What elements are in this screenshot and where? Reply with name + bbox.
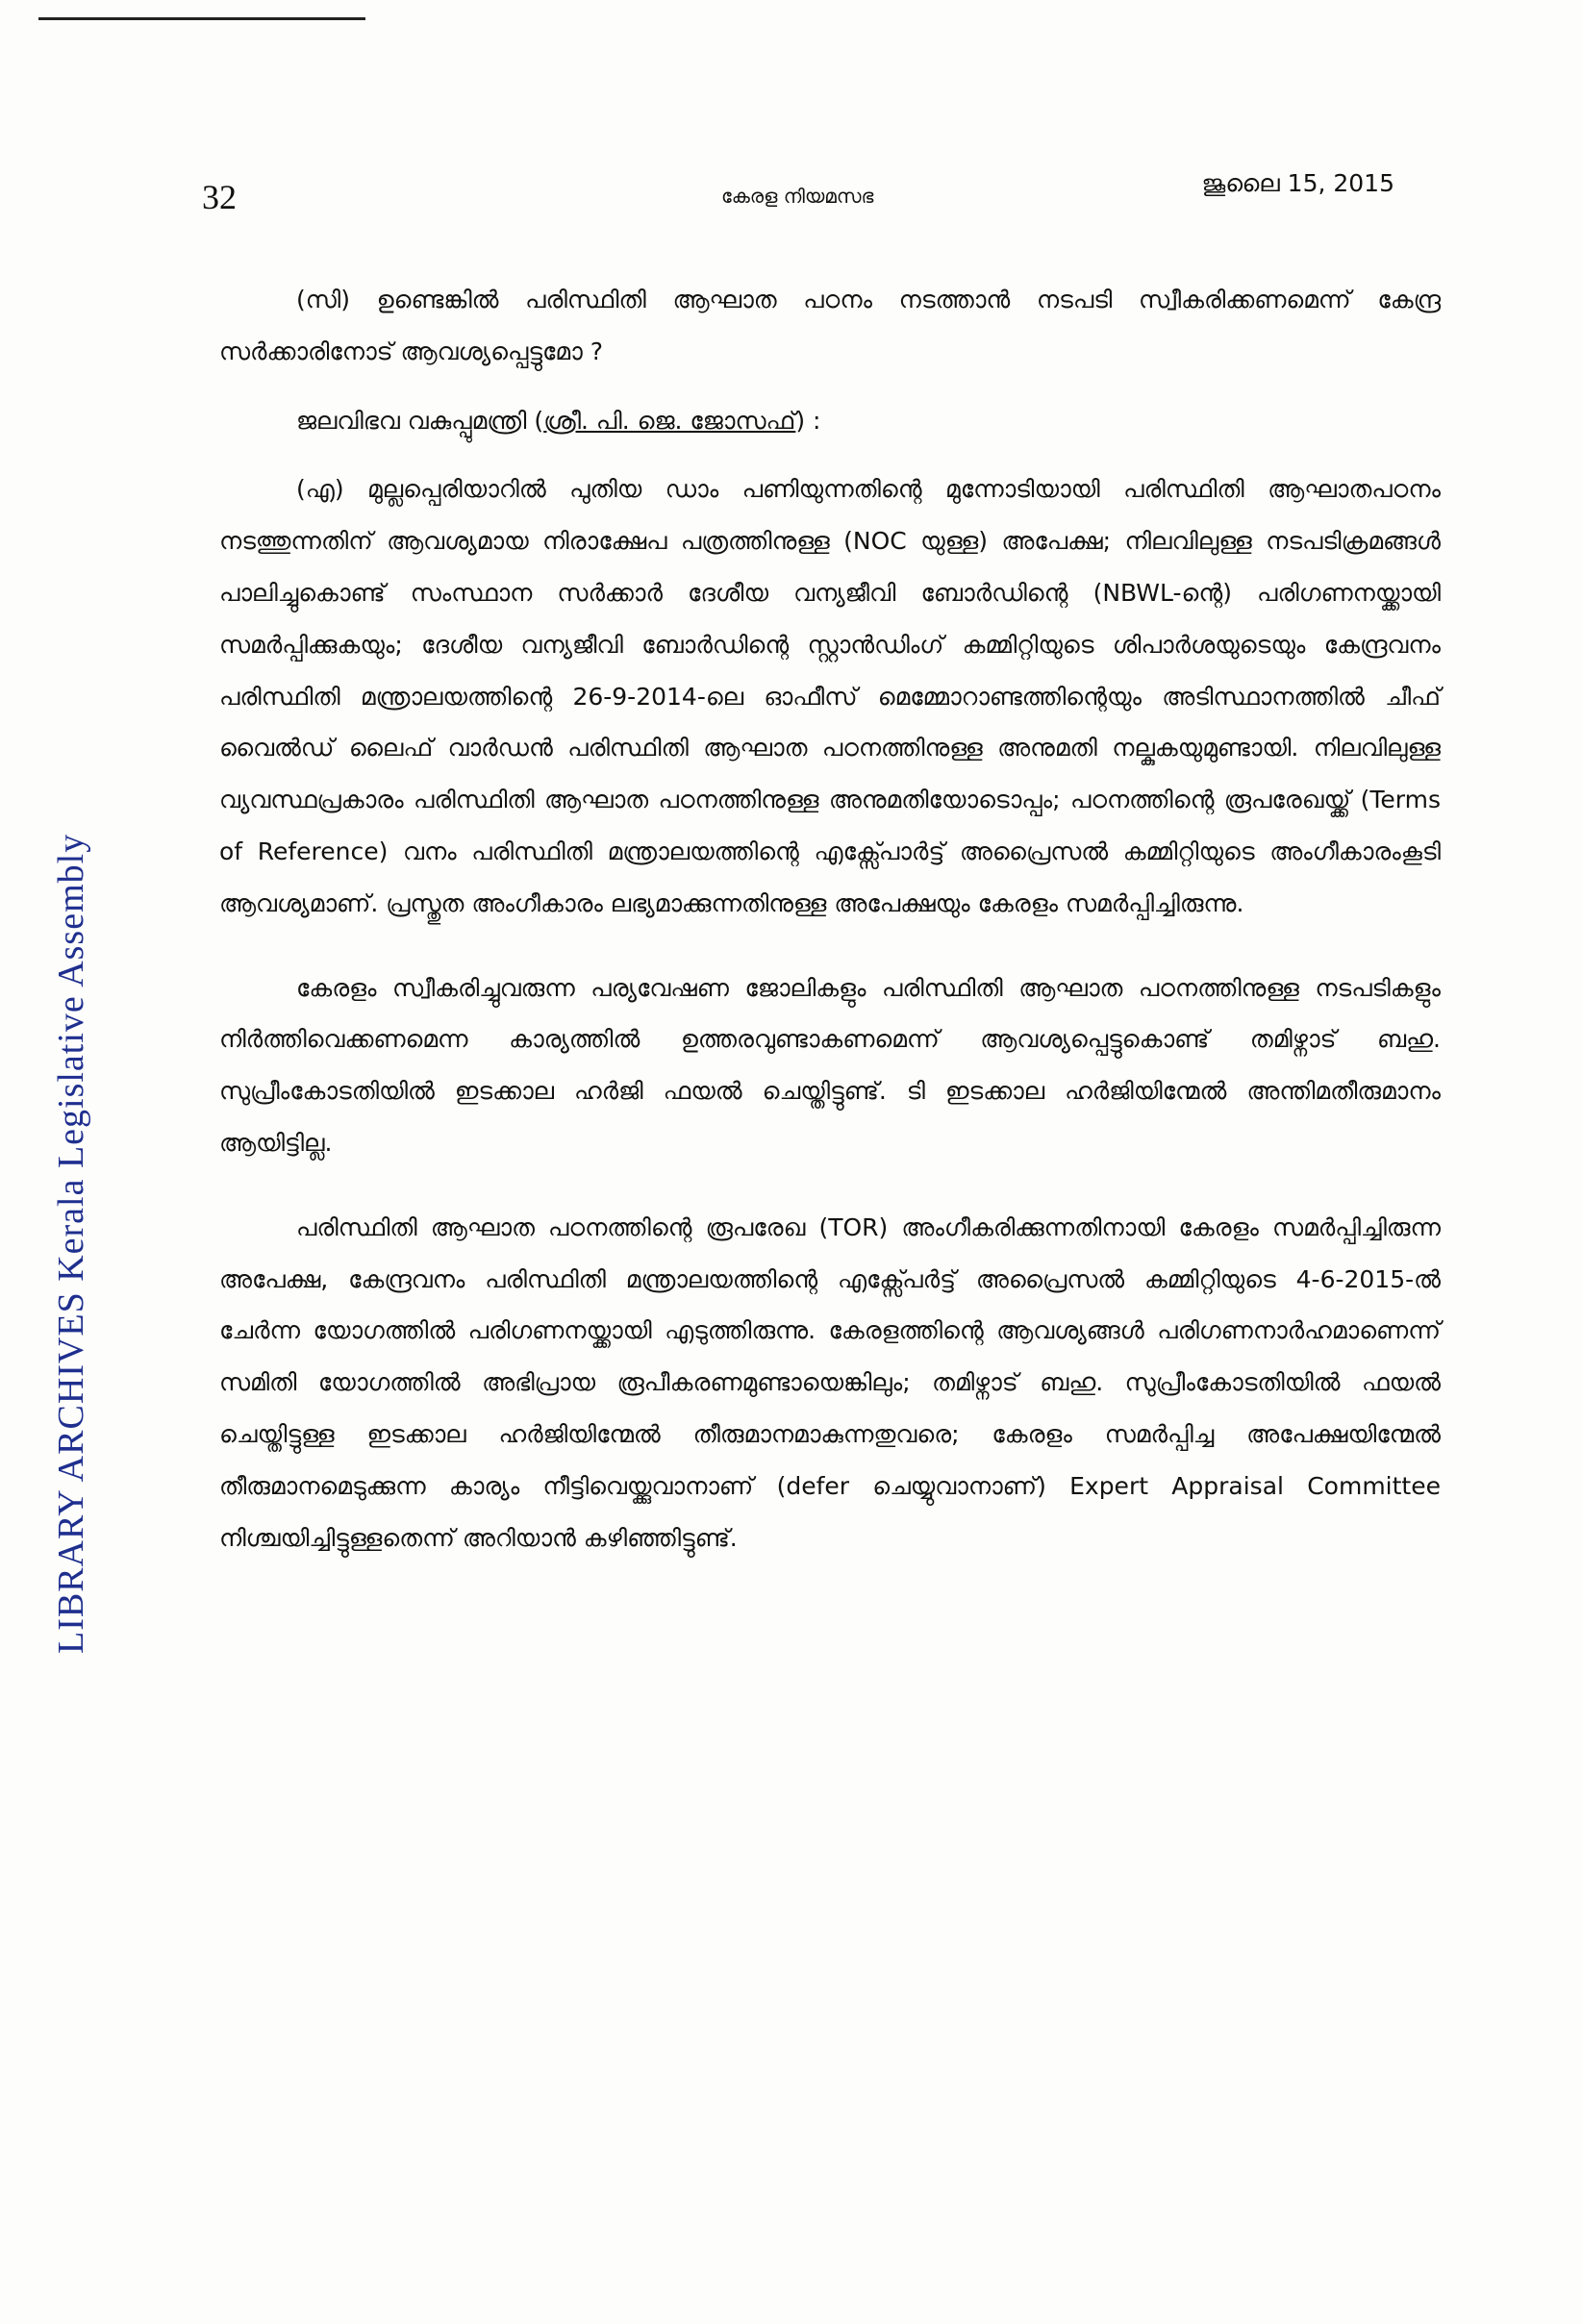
header-date: ജൂലൈ 15, 2015 (1201, 169, 1394, 197)
paragraph-2: കേരളം സ്വീകരിച്ചുവരുന്ന പര്യവേഷണ ജോലികളും പരിസ്ഥിതി ആഘാത പഠനത്തിനുള്ള നടപടികളും നിർത്തിവെക്കണമെന്ന കാര്യത്തിൽ ഉത്തരവുണ്ടാകണമെന്ന് ആവശ്യപ്പെട്ടുകൊണ്ട് തമിഴ്നാട് ബഹു. സുപ്രീംകോടതിയിൽ ഇടക്കാല ഹർജി ഫയൽ ചെയ്തിട്ടുണ്ട്. ടി ഇടക്കാല ഹർജിയിന്മേൽ അന്തിമതീരുമാനം ആയിട്ടില്ല. (219, 973, 1441, 1157)
document-body (219, 274, 1441, 1563)
answer-intro (219, 395, 1441, 447)
minister-name: ശ്രീ. പി. ജെ. ജോസഫ് (543, 406, 796, 435)
paragraph-3: പരിസ്ഥിതി ആഘാത പഠനത്തിന്റെ രൂപരേഖ (TOR) അംഗീകരിക്കുന്നതിനായി കേരളം സമർപ്പിച്ചിരുന്ന അപേക്ഷ, കേന്ദ്രവനം പരിസ്ഥിതി മന്ത്രാലയത്തിന്റെ എക്സ്പേർട്ട് അപ്രൈസൽ കമ്മിറ്റിയുടെ 4-6-2015-ൽ ചേർന്ന യോഗത്തിൽ പരിഗണനയ്ക്കായി എടുത്തിരുന്നു. കേരളത്തിന്റെ ആവശ്യങ്ങൾ പരിഗണനാർഹമാണെന്ന് സമിതി യോഗത്തിൽ അഭിപ്രായ രൂപീകരണമുണ്ടായെങ്കിലും; തമിഴ്നാട് ബഹു. സുപ്രീംകോടതിയിൽ ഫയൽ ചെയ്തിട്ടുള്ള ഇടക്കാല ഹർജിയിന്മേൽ തീരുമാനമാകുന്നതുവരെ; കേരളം സമർപ്പിച്ച അപേക്ഷയിന്മേൽ തീരുമാനമെടുക്കുന്ന കാര്യം നീട്ടിവെയ്ക്കുവാനാണ് (defer ചെയ്യുവാനാണ്) Expert Appraisal Committee നിശ്ചയിച്ചിട്ടുള്ളതെന്ന് അറിയാൻ കഴിഞ്ഞിട്ടുണ്ട്. (219, 1212, 1441, 1552)
page-header (202, 165, 1394, 223)
top-rule (38, 17, 365, 20)
archive-watermark: LIBRARY ARCHIVES Kerala Legislative Assembly (51, 833, 91, 1654)
running-title: കേരള നിയമസഭ (721, 185, 874, 208)
page-number: 32 (202, 178, 237, 216)
answer-intro-suffix: ) : (795, 406, 821, 435)
answer-intro-prefix: ജലവിഭവ വകുപ്പുമന്ത്രി ( (296, 406, 544, 435)
answer-a: (എ) മുല്ലപ്പെരിയാറിൽ പുതിയ ഡാം പണിയുന്നതിന്റെ മുന്നോടിയായി പരിസ്ഥിതി ആഘാതപഠനം നടത്തുന്നതിന് ആവശ്യമായ നിരാക്ഷേപ പത്രത്തിനുള്ള (NOC യുള്ള) അപേക്ഷ; നിലവിലുള്ള നടപടിക്രമങ്ങൾ പാലിച്ചുകൊണ്ട് സംസ്ഥാന സർക്കാർ ദേശീയ വന്യജീവി ബോർഡിന്റെ (NBWL-ന്റെ) പരിഗണനയ്ക്കായി സമർപ്പിക്കുകയും; ദേശീയ വന്യജീവി ബോർഡിന്റെ സ്റ്റാൻഡിംഗ് കമ്മിറ്റിയുടെ ശിപാർശയുടെയും കേന്ദ്രവനം പരിസ്ഥിതി മന്ത്രാലയത്തിന്റെ 26-9-2014-ലെ ഓഫീസ് മെമ്മോറാണ്ടത്തിന്റെയും അടിസ്ഥാനത്തിൽ ചീഫ് വൈൽഡ് ലൈഫ് വാർഡൻ പരിസ്ഥിതി ആഘാത പഠനത്തിനുള്ള അനുമതി നല്കുകയുമുണ്ടായി. നിലവിലുള്ള വ്യവസ്ഥപ്രകാരം പരിസ്ഥിതി ആഘാത പഠനത്തിനുള്ള അനുമതിയോടൊപ്പം; പഠനത്തിന്റെ രൂപരേഖയ്ക്ക് (Terms of Reference) വനം പരിസ്ഥിതി മന്ത്രാലയത്തിന്റെ എക്സ്പോർട്ട് അപ്രൈസൽ കമ്മിറ്റിയുടെ അംഗീകാരംകൂടി ആവശ്യമാണ്. പ്രസ്തുത അംഗീകാരം ലഭ്യമാക്കുന്നതിനുള്ള അപേക്ഷയും കേരളം സമർപ്പിച്ചിരുന്നു. (219, 475, 1441, 917)
question-c: (സി) ഉണ്ടെങ്കിൽ പരിസ്ഥിതി ആഘാത പഠനം നടത്താൻ നടപടി സ്വീകരിക്കണമെന്ന് കേന്ദ്ര സർക്കാരിനോട് ആവശ്യപ്പെട്ടുമോ ? (219, 286, 1441, 365)
